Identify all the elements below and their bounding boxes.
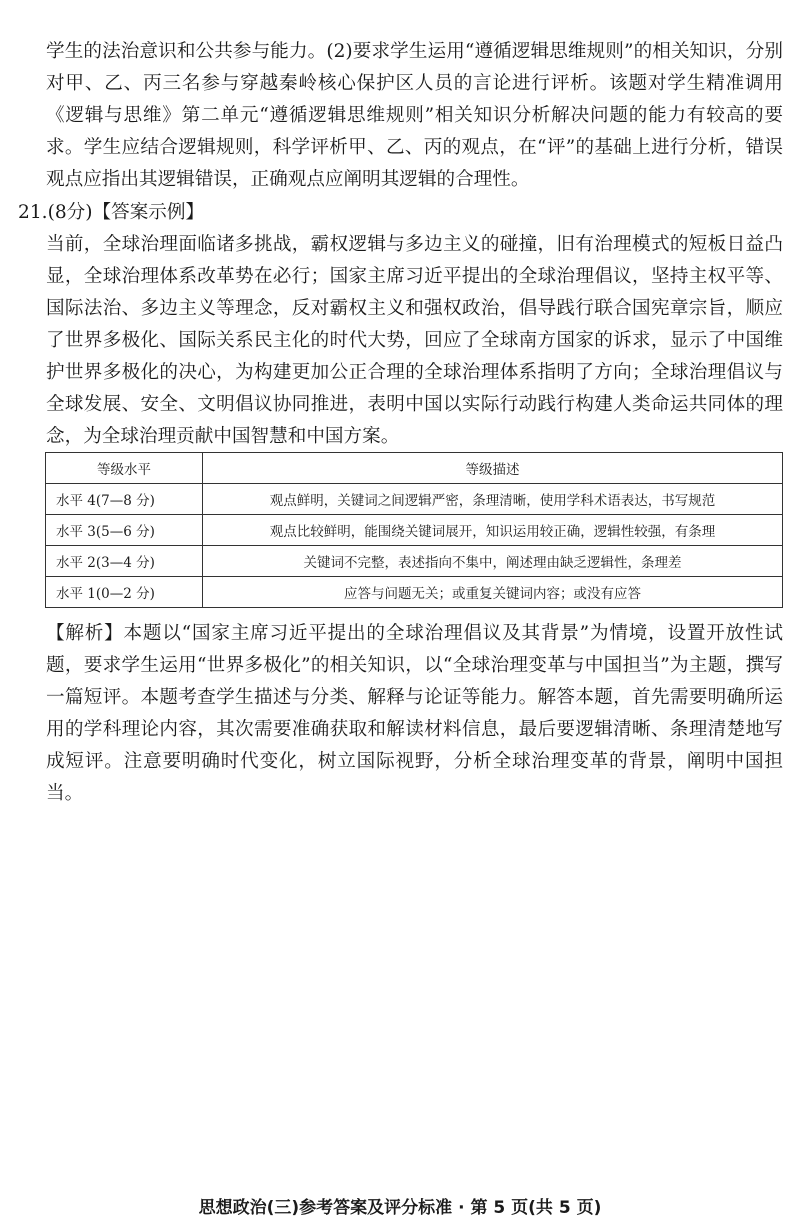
level-cell: 水平 4(7—8 分) bbox=[46, 484, 203, 515]
analysis-paragraph: 【解析】本题以“国家主席习近平提出的全球治理倡议及其背景”为情境，设置开放性试题，要求学生运用“世界多极化”的相关知识，以“全球治理变革与中国担当”为主题，撰写一篇短评。本题考查学生描述与分类、解释与论证等能力。解答本题，首先需要明确所运用的学科理论内容，其次需要准确获取和解读材料信息，最后要逻辑清晰、条理清楚地写成短评。注意要明确时代变化，树立国际视野，分析全球治理变革的背景，阐明中国担当。 bbox=[46, 623, 783, 804]
description-cell: 观点比较鲜明，能围绕关键词展开，知识运用较正确，逻辑性较强，有条理 bbox=[203, 515, 783, 546]
answer-paragraph: 当前，全球治理面临诸多挑战，霸权逻辑与多边主义的碰撞，旧有治理模式的短板日益凸显，全球治理体系改革势在必行；国家主席习近平提出的全球治理倡议，坚持主权平等、国际法治、多边主义等理念，反对霸权主义和强权政治，倡导践行联合国宪章宗旨，顺应了世界多极化、国际关系民主化的时代大势，回应了全球南方国家的诉求，显示了中国维护世界多极化的决心，为构建更加公正合理的全球治理体系指明了方向；全球治理倡议与全球发展、安全、文明倡议协同推进，表明中国以实际行动践行构建人类命运共同体的理念，为全球治理贡献中国智慧和中国方案。 bbox=[46, 234, 783, 447]
description-cell: 观点鲜明，关键词之间逻辑严密，条理清晰，使用学科术语表达，书写规范 bbox=[203, 484, 783, 515]
description-cell: 关键词不完整，表述指向不集中，阐述理由缺乏逻辑性，条理差 bbox=[203, 546, 783, 577]
table-row bbox=[46, 546, 783, 577]
level-cell: 水平 3(5—6 分) bbox=[46, 515, 203, 546]
level-cell: 水平 1(0—2 分) bbox=[46, 577, 203, 608]
description-cell: 应答与问题无关；或重复关键词内容；或没有应答 bbox=[203, 577, 783, 608]
table-header-row bbox=[46, 453, 783, 484]
page-footer: 思想政治(三)参考答案及评分标准 · 第 5 页(共 5 页) bbox=[198, 1198, 602, 1218]
level-cell: 水平 2(3—4 分) bbox=[46, 546, 203, 577]
table-row bbox=[46, 515, 783, 546]
intro-paragraph: 学生的法治意识和公共参与能力。(2)要求学生运用“遵循逻辑思维规则”的相关知识，分别对甲、乙、丙三名参与穿越秦岭核心保护区人员的言论进行评析。该题对学生精准调用《逻辑与思维》第二单元“遵循逻辑思维规则”相关知识分析解决问题的能力有较高的要求。学生应结合逻辑规则，科学评析甲、乙、丙的观点，在“评”的基础上进行分析，错误观点应指出其逻辑错误，正确观点应阐明其逻辑的合理性。 bbox=[46, 41, 783, 190]
table-row bbox=[46, 577, 783, 608]
table-row bbox=[46, 484, 783, 515]
grading-table bbox=[45, 452, 783, 608]
header-level: 等级水平 bbox=[46, 453, 203, 484]
header-description: 等级描述 bbox=[203, 453, 783, 484]
question-heading: 21.(8分)【答案示例】 bbox=[18, 202, 205, 223]
